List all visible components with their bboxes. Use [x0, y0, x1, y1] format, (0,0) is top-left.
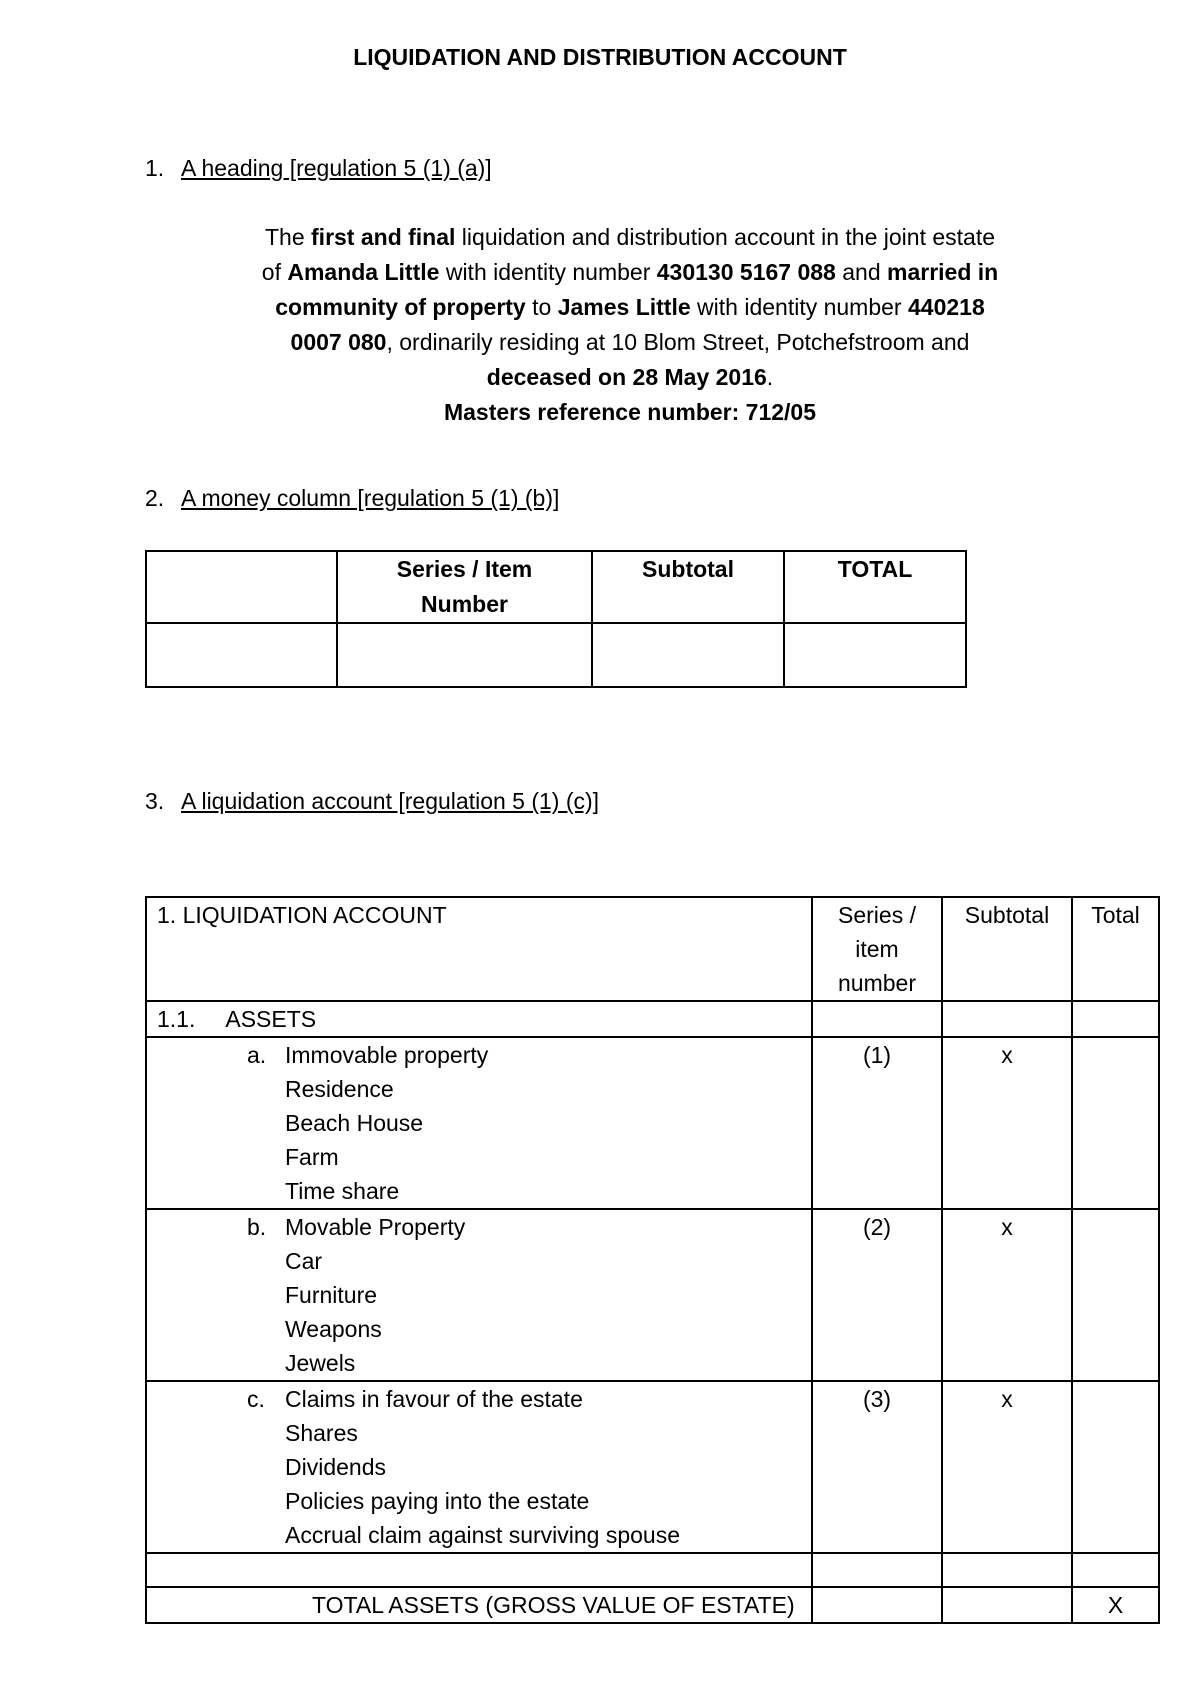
section-label: A money column [regulation 5 (1) (b)]: [181, 485, 560, 511]
liquidation-header-label: 1. LIQUIDATION ACCOUNT: [146, 897, 812, 1001]
list-item: Policies paying into the estate: [285, 1488, 590, 1514]
page-title: LIQUIDATION AND DISTRIBUTION ACCOUNT: [353, 44, 847, 70]
section-label: A liquidation account [regulation 5 (1) (c)]: [181, 788, 600, 814]
liquidation-header-series: Series / item number: [812, 897, 942, 1001]
section-heading: [145, 155, 492, 182]
asset-group-immovable: a. Immovable property Residence Beach House Farm Time share: [146, 1037, 812, 1209]
money-header-subtotal: Subtotal: [592, 551, 784, 623]
list-item: Farm: [285, 1144, 339, 1170]
section-money-column: [145, 485, 559, 512]
series-number: (3): [812, 1381, 942, 1553]
series-number: (2): [812, 1209, 942, 1381]
list-item: Shares: [285, 1420, 358, 1446]
list-item: Residence: [285, 1076, 394, 1102]
subtotal-mark: x: [942, 1381, 1072, 1553]
total-assets-mark: X: [1072, 1587, 1159, 1623]
list-item: Dividends: [285, 1454, 386, 1480]
section-liquidation-account: [145, 788, 599, 815]
liquidation-header-subtotal: Subtotal: [942, 897, 1072, 1001]
list-item: Accrual claim against surviving spouse: [285, 1522, 681, 1548]
section-label: A heading [regulation 5 (1) (a)]: [181, 155, 492, 181]
money-cell: [592, 623, 784, 687]
list-item: Beach House: [285, 1110, 424, 1136]
money-header-series: Series / Item Number: [337, 551, 592, 623]
section-number: 1.: [145, 155, 165, 181]
list-item: Jewels: [285, 1350, 356, 1376]
money-cell: [146, 623, 337, 687]
subtotal-mark: x: [942, 1037, 1072, 1209]
heading-paragraph: The first and final liquidation and distribution account in the joint estate of Amanda Little with identity number 430130 5167 088 and married in community of property to James Little with identity number 440218 0007 080, ordinarily residing at 10 Blom Street, Potchefstroom and deceased on 28 May 2016. Masters reference number: 712/05: [261, 224, 999, 425]
money-header-total: TOTAL: [784, 551, 966, 623]
total-assets-label: TOTAL ASSETS (GROSS VALUE OF ESTATE): [146, 1587, 812, 1623]
asset-group-claims: c. Claims in favour of the estate Shares Dividends Policies paying into the estate Accrual claim against surviving spouse: [146, 1381, 812, 1553]
money-header-empty: [146, 551, 337, 623]
asset-group-movable: b. Movable Property Car Furniture Weapons Jewels: [146, 1209, 812, 1381]
money-cell: [784, 623, 966, 687]
section-number: 2.: [145, 485, 165, 511]
series-number: (1): [812, 1037, 942, 1209]
assets-row-label: 1.1. ASSETS: [146, 1001, 812, 1037]
money-column-table: [145, 550, 967, 688]
list-item: Weapons: [285, 1316, 382, 1342]
list-item: Furniture: [285, 1282, 378, 1308]
section-number: 3.: [145, 788, 165, 814]
liquidation-table: [145, 896, 1160, 1624]
list-item: Time share: [285, 1178, 400, 1204]
list-item: Car: [285, 1248, 323, 1274]
liquidation-header-total: Total: [1072, 897, 1159, 1001]
subtotal-mark: x: [942, 1209, 1072, 1381]
money-cell: [337, 623, 592, 687]
